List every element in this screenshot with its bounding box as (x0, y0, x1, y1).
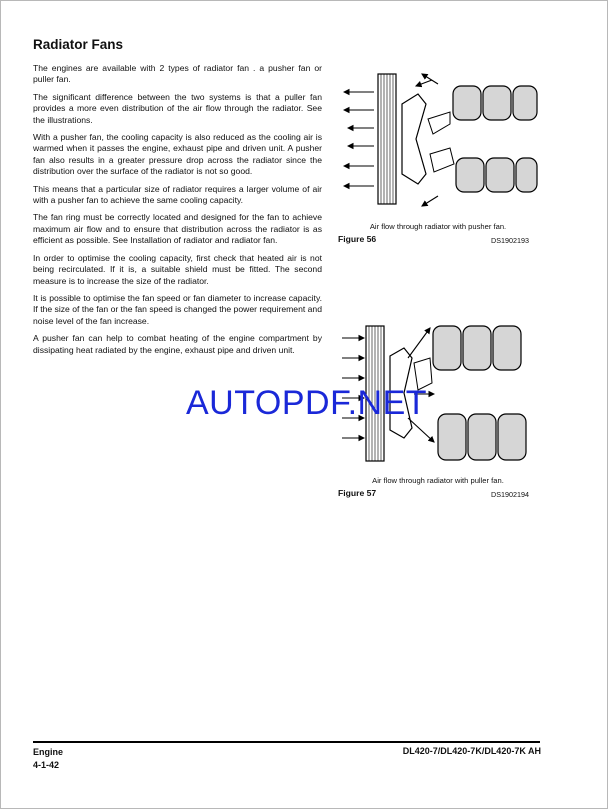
figure-label: Figure 56 (338, 234, 377, 244)
watermark: AUTOPDF.NET (186, 384, 428, 422)
body-text (33, 63, 322, 362)
footer-models: DL420-7/DL420-7K/DL420-7K AH (402, 746, 541, 756)
pusher-fan-illustration (338, 64, 538, 214)
footer-rule (33, 741, 540, 743)
footer-section: Engine (33, 747, 64, 757)
figure-caption: Air flow through radiator with pusher fan. (369, 222, 507, 231)
paragraph: In order to optimise the cooling capacity, first check that heated air is not being recirculated. If it is, a suitable shield must be fitted. The second measure is to increase the size of the radiator. (33, 252, 322, 286)
paragraph: This means that a particular size of radiator requires a larger volume of air with a pusher fan to achieve the same cooling capacity. (33, 183, 322, 206)
figure-code: DS1902194 (491, 490, 529, 499)
figure-label: Figure 57 (338, 488, 377, 498)
paragraph: With a pusher fan, the cooling capacity is also reduced as the cooling air is warmed when it passes the engine, exhaust pipe and driven unit. A pusher fan also results in a greater pressure drop across the radiator since the distribution over the surface of the radiator is not so good. (33, 132, 322, 177)
footer-page-number: 4-1-42 (33, 760, 60, 770)
paragraph: A pusher fan can help to combat heating of the engine compartment by dissipating heat radiated by the engine, exhaust pipe and driven unit. (33, 333, 322, 355)
figure-code: DS1902193 (491, 236, 529, 245)
paragraph: It is possible to optimise the fan speed or fan diameter to increase capacity. If the size of the fan or the fan speed is changed the power requirement and noise level of the fan increase. (33, 292, 322, 326)
section-title: Radiator Fans (33, 37, 124, 52)
figure-pusher-fan (338, 64, 538, 214)
paragraph: The significant difference between the two systems is that a puller fan provides a more even distribution of the air flow through the radiator. See the illustrations. (33, 91, 322, 125)
paragraph: The engines are available with 2 types of radiator fan . a pusher fan or puller fan. (33, 63, 322, 85)
paragraph: The fan ring must be correctly located and designed for the fan to achieve maximum air flow and to ensure that distribution across the radiator is as efficient as possible. See Installation of radiator and radiator fan. (33, 212, 322, 246)
footer-left (33, 746, 63, 772)
figure-caption: Air flow through radiator with puller fan. (372, 476, 504, 485)
